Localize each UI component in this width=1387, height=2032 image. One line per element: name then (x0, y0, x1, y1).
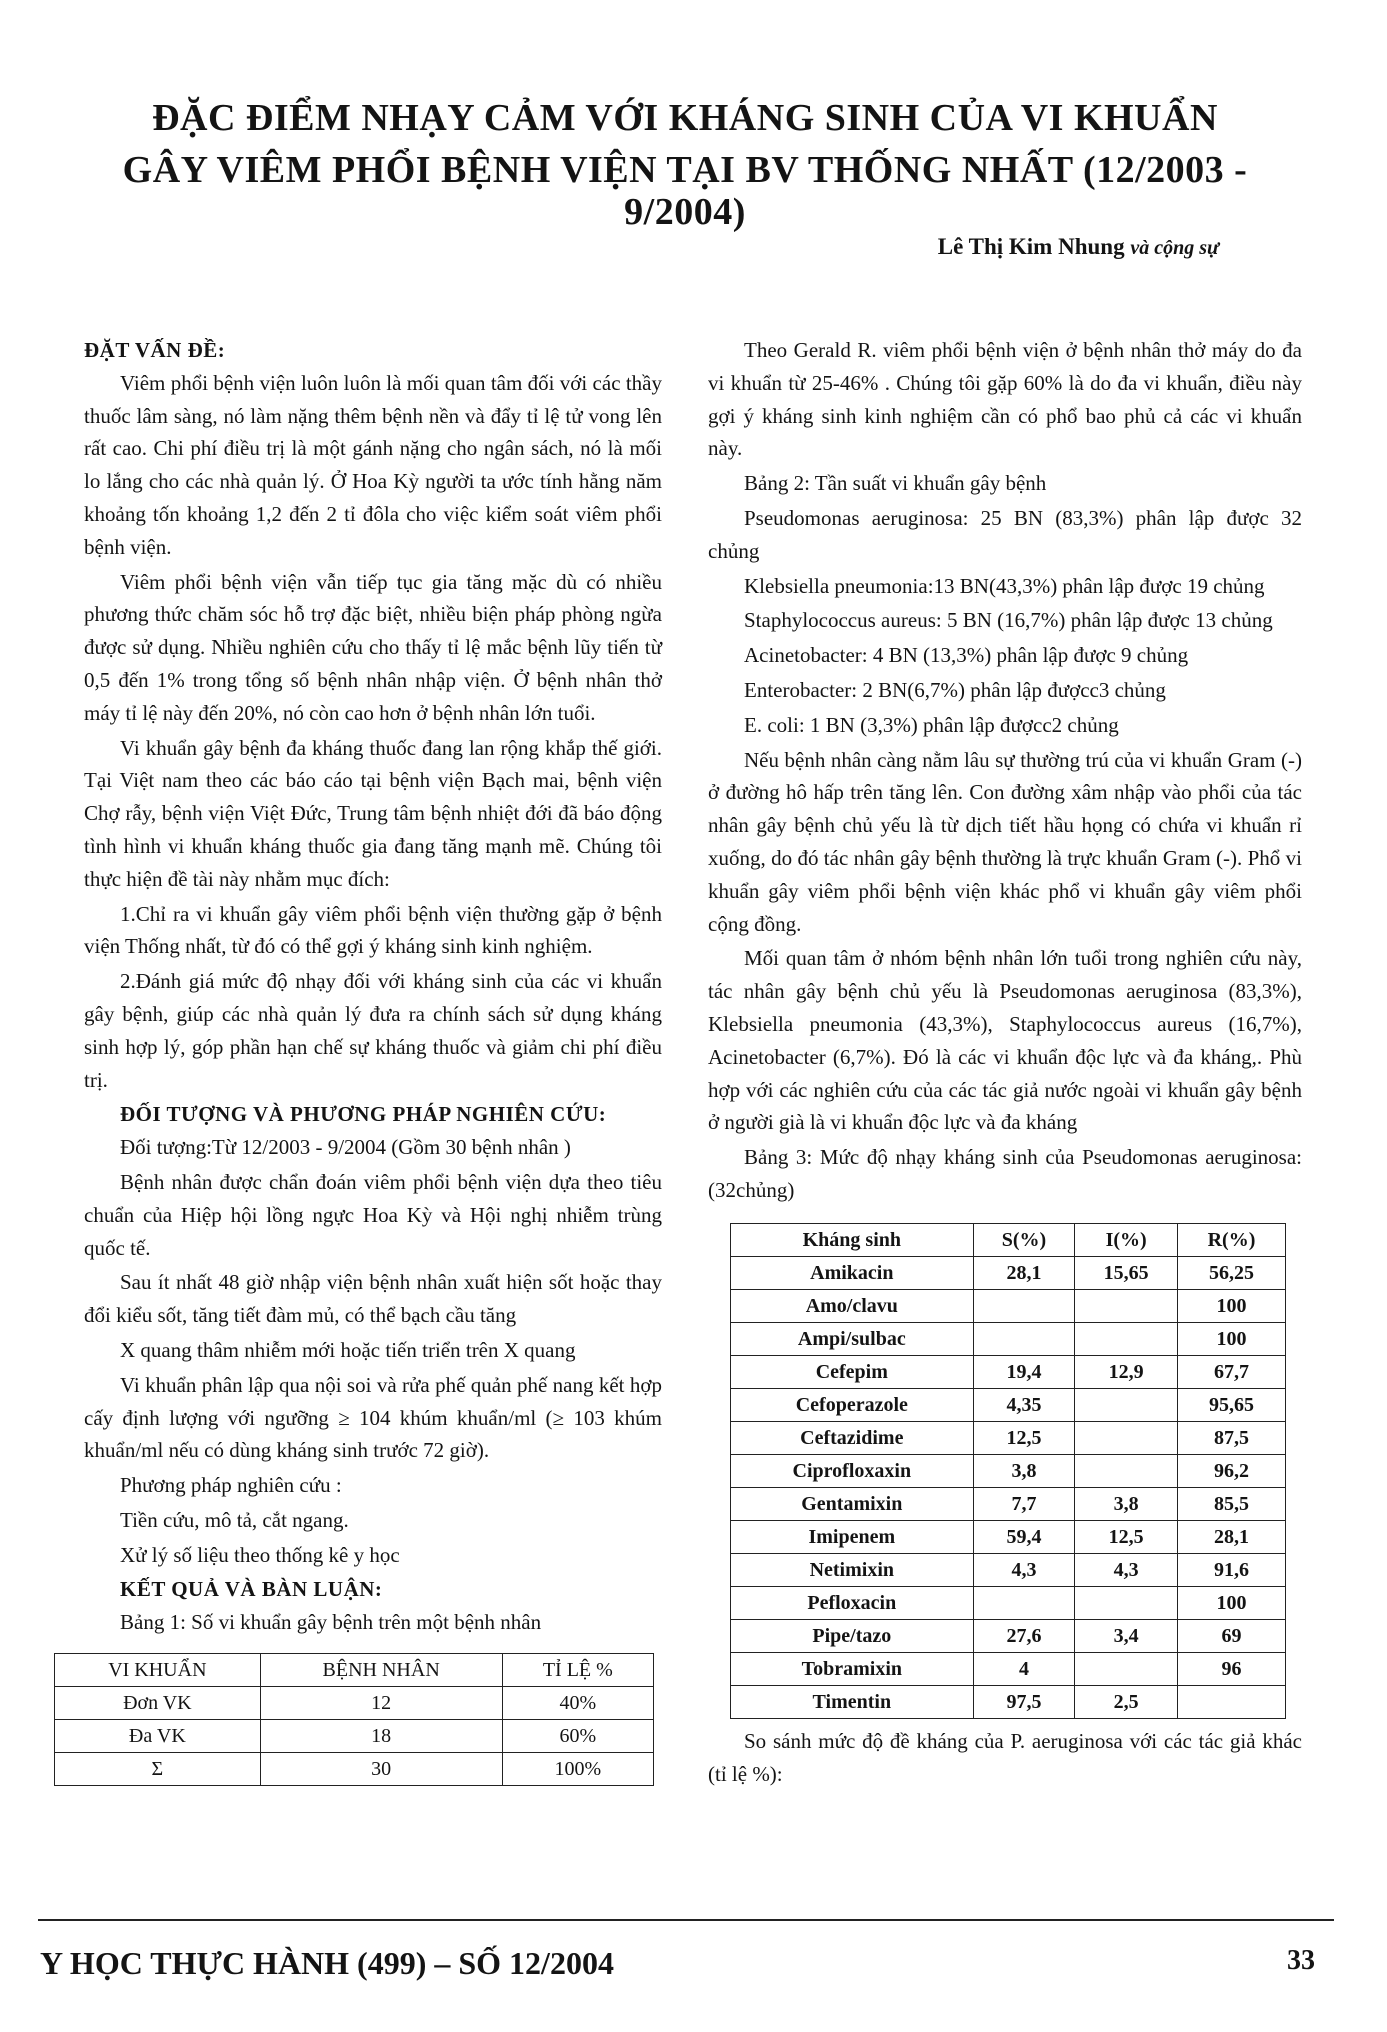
table-row (731, 1322, 1286, 1355)
table-cell: 97,5 (973, 1685, 1075, 1718)
table-cell: 12,5 (1075, 1520, 1178, 1553)
table-cell: 67,7 (1178, 1355, 1286, 1388)
left-column (84, 334, 662, 1786)
table1 (54, 1653, 654, 1786)
paragraph: 1.Chỉ ra vi khuẩn gây viêm phổi bệnh viện thường gặp ở bệnh viện Thống nhất, từ đó có thể gợi ý kháng sinh kinh nghiệm. (84, 901, 662, 959)
table3-caption: Bảng 3: Mức độ nhạy kháng sinh của Pseudomonas aeruginosa: (32chủng) (708, 1145, 1302, 1202)
table-cell: 15,65 (1075, 1256, 1178, 1289)
table-cell (1075, 1322, 1178, 1355)
table-header-cell: Kháng sinh (731, 1223, 974, 1256)
table-row (55, 1720, 654, 1753)
table-cell: 12,9 (1075, 1355, 1178, 1388)
table-header-cell: BỆNH NHÂN (260, 1654, 502, 1687)
table-header-cell: I(%) (1075, 1223, 1178, 1256)
table-row (731, 1553, 1286, 1586)
paragraph: Bệnh nhân được chẩn đoán viêm phổi bệnh viện dựa theo tiêu chuẩn của Hiệp hội lồng ngực Hoa Kỳ và Hội nghị nhiễm trùng quốc tế. (84, 1169, 662, 1260)
table-cell: 59,4 (973, 1520, 1075, 1553)
bacteria-item: Staphylococcus aureus: 5 BN (16,7%) phân lập được 13 chủng (744, 608, 1273, 633)
table-cell: 3,4 (1075, 1619, 1178, 1652)
antibiotic-name-cell: Cefepim (731, 1355, 974, 1388)
footer-divider (38, 1919, 1334, 1921)
heading-introduction: ĐẶT VẤN ĐỀ: (84, 338, 226, 362)
table-cell: 28,1 (973, 1256, 1075, 1289)
paragraph: Phương pháp nghiên cứu : (120, 1473, 342, 1498)
table-row (731, 1487, 1286, 1520)
table-cell: 56,25 (1178, 1256, 1286, 1289)
bacteria-item: Acinetobacter: 4 BN (13,3%) phân lập được 9 chủng (744, 643, 1189, 668)
table-cell: 27,6 (973, 1619, 1075, 1652)
paragraph: Viêm phổi bệnh viện luôn luôn là mối quan tâm đối với các thầy thuốc lâm sàng, nó làm nặng thêm bệnh nền và đẩy tỉ lệ tử vong lên rất cao. Chi phí điều trị là một gánh nặng cho ngân sách, nó là mối lo lắng cho các nhà quản lý. Ở Hoa Kỳ người ta ước tính hằng năm khoảng tốn khoảng 1,2 đến 2 tỉ đôla cho việc kiểm soát viêm phổi bệnh viện. (84, 370, 662, 559)
table-cell: 12,5 (973, 1421, 1075, 1454)
antibiotic-name-cell: Timentin (731, 1685, 974, 1718)
paragraph: Tiền cứu, mô tả, cắt ngang. (120, 1507, 349, 1532)
table-cell: 87,5 (1178, 1421, 1286, 1454)
table-cell: 7,7 (973, 1487, 1075, 1520)
antibiotic-name-cell: Gentamixin (731, 1487, 974, 1520)
paragraph: Nếu bệnh nhân càng nằm lâu sự thường trú của vi khuẩn Gram (-) ở đường hô hấp trên tăng lên. Con đường xâm nhập vào phổi của tác nhân gây bệnh chủ yếu là từ dịch tiết hầu họng có chứa vi khuẩn rỉ xuống, do đó tác nhân gây bệnh thường là trực khuẩn Gram (-). Phổ vi khuẩn gây viêm phổi bệnh viện khác phổ vi khuẩn gây viêm phổi cộng đồng. (708, 747, 1302, 936)
paragraph: X quang thâm nhiễm mới hoặc tiến triển trên X quang (120, 1337, 576, 1362)
table-cell: 18 (260, 1720, 502, 1753)
table-row (731, 1520, 1286, 1553)
bacteria-item: E. coli: 1 BN (3,3%) phân lập đượcc2 chủng (744, 712, 1119, 737)
table-cell: 19,4 (973, 1355, 1075, 1388)
paragraph: 2.Đánh giá mức độ nhạy đối với kháng sinh của các vi khuẩn gây bệnh, giúp các nhà quản lý đưa ra chính sách sử dụng kháng sinh hợp lý, góp phần hạn chế sự kháng thuốc và giảm chi phí điều trị. (84, 969, 662, 1092)
paragraph: Đối tượng:Từ 12/2003 - 9/2004 (Gồm 30 bệnh nhân ) (120, 1135, 571, 1160)
antibiotic-name-cell: Amikacin (731, 1256, 974, 1289)
table-row (731, 1619, 1286, 1652)
title-line-1: ĐẶC ĐIỂM NHẠY CẢM VỚI KHÁNG SINH CỦA VI KHUẨN (152, 97, 1218, 139)
paragraph: Vi khuẩn gây bệnh đa kháng thuốc đang lan rộng khắp thế giới. Tại Việt nam theo các báo cáo tại bệnh viện Bạch mai, bệnh viện Chợ rẫy, bệnh viện Việt Đức, Trung tâm bệnh nhiệt đới đã báo động tình hình vi khuẩn kháng thuốc gia đang tăng mạnh mẽ. Chúng tôi thực hiện đề tài này nhằm mục đích: (84, 735, 662, 891)
bacteria-item: Pseudomonas aeruginosa: 25 BN (83,3%) phân lập được 32 chủng (708, 505, 1302, 563)
table-cell: 4,35 (973, 1388, 1075, 1421)
table-cell: Đa VK (55, 1720, 261, 1753)
table-cell: 4,3 (1075, 1553, 1178, 1586)
table-cell: 40% (502, 1687, 653, 1720)
table3 (730, 1223, 1286, 1719)
table-cell: 69 (1178, 1619, 1286, 1652)
bacteria-item: Klebsiella pneumonia:13 BN(43,3%) phân lập được 19 chủng (744, 573, 1265, 598)
table-cell: 100% (502, 1753, 653, 1786)
page-number: 33 (1287, 1945, 1315, 1976)
table-header-cell: R(%) (1178, 1223, 1286, 1256)
author-name: Lê Thị Kim Nhung (937, 234, 1125, 259)
paragraph: Xử lý số liệu theo thống kê y học (120, 1542, 400, 1567)
table-header-row (55, 1654, 654, 1687)
table-cell: 2,5 (1075, 1685, 1178, 1718)
table-cell: Σ (55, 1753, 261, 1786)
table-cell (1178, 1685, 1286, 1718)
table-cell (973, 1289, 1075, 1322)
table-cell: 96 (1178, 1652, 1286, 1685)
paragraph: Viêm phổi bệnh viện vẫn tiếp tục gia tăng mặc dù có nhiều phương thức chăm sóc hỗ trợ đặc biệt, nhiều biện pháp phòng ngừa được sử dụng. Nhiều nghiên cứu cho thấy tỉ lệ mắc bệnh lũy tiến từ 0,5 đến 1% trong tổng số bệnh nhân nhập viện. Ở bệnh nhân thở máy tỉ lệ này đến 20%, nó còn cao hơn ở bệnh nhân lớn tuổi. (84, 569, 662, 725)
table-cell (1075, 1388, 1178, 1421)
table-row (731, 1355, 1286, 1388)
table-cell (1075, 1586, 1178, 1619)
table-header-cell: TỈ LỆ % (502, 1654, 653, 1687)
author-suffix: và cộng sự (1130, 237, 1219, 259)
table-row (731, 1454, 1286, 1487)
paragraph: So sánh mức độ đề kháng của P. aeruginosa với các tác giả khác (tỉ lệ %): (708, 1728, 1302, 1786)
paragraph: Sau ít nhất 48 giờ nhập viện bệnh nhân xuất hiện sốt hoặc thay đổi kiểu sốt, tăng tiết đàm mủ, có thể bạch cầu tăng (84, 1270, 662, 1328)
paragraph: Vi khuẩn phân lập qua nội soi và rửa phế quản phế nang kết hợp cấy định lượng với ngưỡng ≥ 104 khúm khuẩn/ml (≥ 103 khúm khuẩn/ml nếu có dùng kháng sinh trước 72 giờ). (84, 1372, 662, 1463)
author-line (938, 234, 1219, 260)
table-cell: 100 (1178, 1586, 1286, 1619)
table-row (731, 1586, 1286, 1619)
table-row (55, 1753, 654, 1786)
table-row (731, 1289, 1286, 1322)
table-cell: 60% (502, 1720, 653, 1753)
antibiotic-name-cell: Tobramixin (731, 1652, 974, 1685)
table-cell: 4,3 (973, 1553, 1075, 1586)
table-cell: Đơn VK (55, 1687, 261, 1720)
table-cell: 100 (1178, 1289, 1286, 1322)
paragraph: Mối quan tâm ở nhóm bệnh nhân lớn tuổi trong nghiên cứu này, tác nhân gây bệnh chủ yếu là Pseudomonas aeruginosa (83,3%), Klebsiella pneumonia (43,3%), Staphylococcus aureus (16,7%), Acinetobacter (6,7%). Đó là các vi khuẩn độc lực và đa kháng,. Phù hợp với các nghiên cứu của các tác giả nước ngoài vi khuẩn gây bệnh ở người già là vi khuẩn độc lực và đa kháng (708, 946, 1302, 1135)
antibiotic-name-cell: Amo/clavu (731, 1289, 974, 1322)
table-row (731, 1256, 1286, 1289)
bacteria-item: Enterobacter: 2 BN(6,7%) phân lập đượcc3 chủng (744, 677, 1166, 702)
table3-body (731, 1256, 1286, 1718)
table-row (731, 1421, 1286, 1454)
table-cell: 91,6 (1178, 1553, 1286, 1586)
table-cell (1075, 1652, 1178, 1685)
table-cell: 4 (973, 1652, 1075, 1685)
table-cell: 95,65 (1178, 1388, 1286, 1421)
table-row (55, 1687, 654, 1720)
table-cell: 12 (260, 1687, 502, 1720)
table-cell: 85,5 (1178, 1487, 1286, 1520)
table1-caption: Bảng 1: Số vi khuẩn gây bệnh trên một bệnh nhân (120, 1610, 542, 1635)
antibiotic-name-cell: Pipe/tazo (731, 1619, 974, 1652)
table-cell: 30 (260, 1753, 502, 1786)
antibiotic-name-cell: Pefloxacin (731, 1586, 974, 1619)
table-row (731, 1685, 1286, 1718)
antibiotic-name-cell: Imipenem (731, 1520, 974, 1553)
table-cell: 96,2 (1178, 1454, 1286, 1487)
table-cell (973, 1586, 1075, 1619)
journal-footer: Y HỌC THỰC HÀNH (499) – SỐ 12/2004 (40, 1945, 614, 1981)
antibiotic-name-cell: Ceftazidime (731, 1421, 974, 1454)
table-row (731, 1652, 1286, 1685)
table-header-cell: VI KHUẨN (55, 1654, 261, 1687)
antibiotic-name-cell: Ciprofloxaxin (731, 1454, 974, 1487)
table-cell (973, 1322, 1075, 1355)
antibiotic-name-cell: Ampi/sulbac (731, 1322, 974, 1355)
table-cell (1075, 1421, 1178, 1454)
paragraph: Theo Gerald R. viêm phổi bệnh viện ở bệnh nhân thở máy do đa vi khuẩn từ 25-46% . Chúng tôi gặp 60% là do đa vi khuẩn, điều này gợi ý kháng sinh kinh nghiệm cần có phổ bao phủ cả các vi khuẩn này. (708, 338, 1302, 461)
antibiotic-name-cell: Netimixin (731, 1553, 974, 1586)
antibiotic-name-cell: Cefoperazole (731, 1388, 974, 1421)
table-cell (1075, 1454, 1178, 1487)
table-cell: 100 (1178, 1322, 1286, 1355)
table-cell (1075, 1289, 1178, 1322)
heading-results: KẾT QUẢ VÀ BÀN LUẬN: (120, 1577, 383, 1602)
table-row (731, 1388, 1286, 1421)
table-cell: 3,8 (973, 1454, 1075, 1487)
table-cell: 28,1 (1178, 1520, 1286, 1553)
table-header-cell: S(%) (973, 1223, 1075, 1256)
table-header-row (731, 1223, 1286, 1256)
table-cell: 3,8 (1075, 1487, 1178, 1520)
right-column (708, 334, 1302, 1792)
title-line-2: GÂY VIÊM PHỔI BỆNH VIỆN TẠI BV THỐNG NHẤT (12/2003 - 9/2004) (122, 149, 1248, 233)
heading-methods: ĐỐI TƯỢNG VÀ PHƯƠNG PHÁP NGHIÊN CỨU: (120, 1102, 607, 1127)
table2-caption: Bảng 2: Tần suất vi khuẩn gây bệnh (744, 471, 1047, 496)
